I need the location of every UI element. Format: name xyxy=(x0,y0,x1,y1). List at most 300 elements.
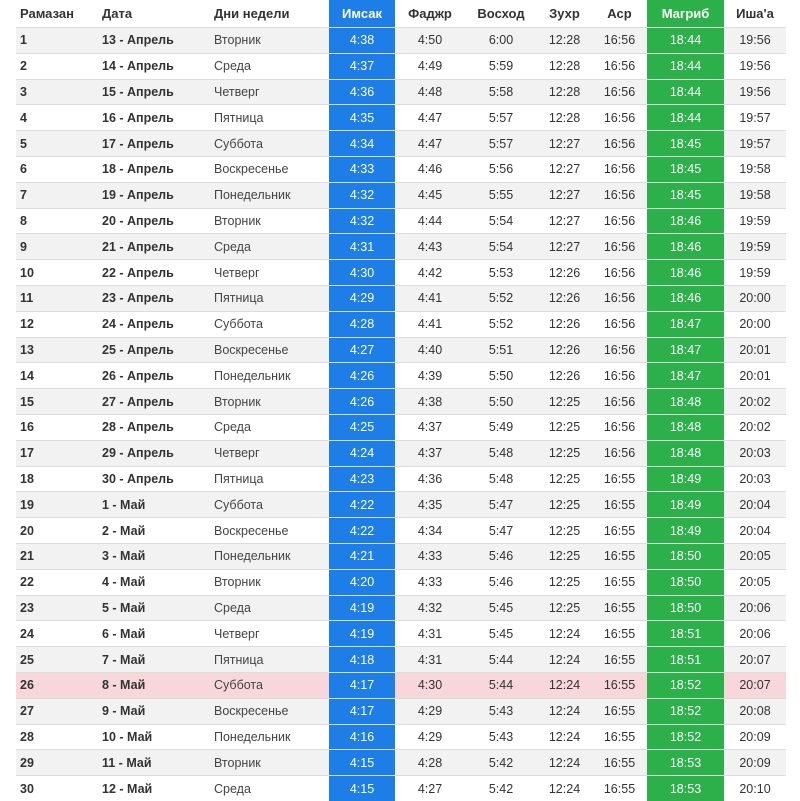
cell-maghrib: 18:48 xyxy=(647,389,724,415)
cell-sunrise: 5:54 xyxy=(465,208,537,234)
cell-isha: 20:00 xyxy=(724,311,786,337)
cell-weekday: Пятница xyxy=(210,285,329,311)
cell-ramadan-day: 23 xyxy=(16,595,98,621)
cell-asr: 16:55 xyxy=(592,518,647,544)
cell-ramadan-day: 12 xyxy=(16,311,98,337)
cell-sunrise: 5:42 xyxy=(465,750,537,776)
cell-dhuhr: 12:24 xyxy=(537,724,592,750)
cell-dhuhr: 12:24 xyxy=(537,621,592,647)
cell-ramadan-day: 28 xyxy=(16,724,98,750)
cell-isha: 19:59 xyxy=(724,208,786,234)
cell-dhuhr: 12:25 xyxy=(537,389,592,415)
cell-date: 25 - Апрель xyxy=(98,337,210,363)
cell-weekday: Суббота xyxy=(210,672,329,698)
cell-imsak: 4:19 xyxy=(329,621,395,647)
cell-imsak: 4:18 xyxy=(329,647,395,673)
table-row xyxy=(16,569,786,595)
cell-imsak: 4:31 xyxy=(329,234,395,260)
cell-isha: 20:07 xyxy=(724,672,786,698)
cell-ramadan-day: 30 xyxy=(16,776,98,801)
cell-weekday: Вторник xyxy=(210,569,329,595)
cell-fajr: 4:28 xyxy=(395,750,465,776)
cell-isha: 20:01 xyxy=(724,337,786,363)
cell-sunrise: 5:42 xyxy=(465,776,537,801)
cell-fajr: 4:29 xyxy=(395,724,465,750)
cell-sunrise: 5:50 xyxy=(465,363,537,389)
cell-sunrise: 5:55 xyxy=(465,182,537,208)
cell-fajr: 4:35 xyxy=(395,492,465,518)
cell-fajr: 4:38 xyxy=(395,389,465,415)
cell-imsak: 4:26 xyxy=(329,363,395,389)
cell-ramadan-day: 1 xyxy=(16,28,98,54)
cell-sunrise: 5:57 xyxy=(465,105,537,131)
cell-maghrib: 18:50 xyxy=(647,543,724,569)
cell-ramadan-day: 22 xyxy=(16,569,98,595)
cell-maghrib: 18:45 xyxy=(647,182,724,208)
cell-date: 19 - Апрель xyxy=(98,182,210,208)
cell-weekday: Среда xyxy=(210,234,329,260)
cell-maghrib: 18:46 xyxy=(647,208,724,234)
cell-imsak: 4:38 xyxy=(329,28,395,54)
cell-ramadan-day: 4 xyxy=(16,105,98,131)
cell-dhuhr: 12:25 xyxy=(537,518,592,544)
cell-imsak: 4:34 xyxy=(329,131,395,157)
cell-dhuhr: 12:24 xyxy=(537,672,592,698)
table-row xyxy=(16,621,786,647)
cell-imsak: 4:29 xyxy=(329,285,395,311)
cell-asr: 16:55 xyxy=(592,543,647,569)
cell-isha: 19:56 xyxy=(724,28,786,54)
cell-fajr: 4:46 xyxy=(395,156,465,182)
table-row xyxy=(16,647,786,673)
cell-isha: 20:06 xyxy=(724,621,786,647)
cell-weekday: Воскресенье xyxy=(210,156,329,182)
cell-imsak: 4:35 xyxy=(329,105,395,131)
table-row xyxy=(16,724,786,750)
cell-dhuhr: 12:24 xyxy=(537,750,592,776)
table-row xyxy=(16,698,786,724)
cell-isha: 20:04 xyxy=(724,518,786,544)
cell-maghrib: 18:44 xyxy=(647,79,724,105)
table-row xyxy=(16,79,786,105)
cell-imsak: 4:23 xyxy=(329,466,395,492)
table-row xyxy=(16,363,786,389)
cell-ramadan-day: 9 xyxy=(16,234,98,260)
cell-weekday: Четверг xyxy=(210,621,329,647)
cell-isha: 20:02 xyxy=(724,414,786,440)
cell-imsak: 4:20 xyxy=(329,569,395,595)
cell-fajr: 4:31 xyxy=(395,621,465,647)
cell-imsak: 4:37 xyxy=(329,53,395,79)
cell-isha: 20:01 xyxy=(724,363,786,389)
cell-sunrise: 5:48 xyxy=(465,466,537,492)
cell-asr: 16:56 xyxy=(592,79,647,105)
header-asr: Аср xyxy=(607,6,632,21)
cell-date: 17 - Апрель xyxy=(98,131,210,157)
cell-ramadan-day: 10 xyxy=(16,260,98,286)
cell-date: 15 - Апрель xyxy=(98,79,210,105)
header-dhuhr: Зухр xyxy=(549,6,580,21)
cell-date: 12 - Май xyxy=(98,776,210,801)
cell-isha: 20:09 xyxy=(724,724,786,750)
cell-asr: 16:55 xyxy=(592,698,647,724)
cell-asr: 16:56 xyxy=(592,234,647,260)
schedule-body xyxy=(16,28,786,801)
cell-asr: 16:55 xyxy=(592,647,647,673)
cell-maghrib: 18:44 xyxy=(647,105,724,131)
cell-ramadan-day: 7 xyxy=(16,182,98,208)
cell-sunrise: 5:47 xyxy=(465,492,537,518)
cell-dhuhr: 12:27 xyxy=(537,156,592,182)
cell-isha: 19:59 xyxy=(724,260,786,286)
cell-sunrise: 5:45 xyxy=(465,621,537,647)
cell-weekday: Четверг xyxy=(210,440,329,466)
ramadan-schedule-table xyxy=(16,0,786,801)
cell-sunrise: 5:48 xyxy=(465,440,537,466)
cell-fajr: 4:41 xyxy=(395,285,465,311)
cell-imsak: 4:28 xyxy=(329,311,395,337)
table-row-highlighted xyxy=(16,672,786,698)
cell-fajr: 4:36 xyxy=(395,466,465,492)
cell-date: 3 - Май xyxy=(98,543,210,569)
cell-dhuhr: 12:25 xyxy=(537,595,592,621)
cell-fajr: 4:42 xyxy=(395,260,465,286)
table-row xyxy=(16,389,786,415)
table-row xyxy=(16,234,786,260)
cell-date: 2 - Май xyxy=(98,518,210,544)
cell-ramadan-day: 25 xyxy=(16,647,98,673)
cell-imsak: 4:15 xyxy=(329,750,395,776)
cell-sunrise: 5:46 xyxy=(465,569,537,595)
cell-asr: 16:55 xyxy=(592,750,647,776)
cell-ramadan-day: 29 xyxy=(16,750,98,776)
cell-asr: 16:55 xyxy=(592,621,647,647)
cell-sunrise: 5:43 xyxy=(465,698,537,724)
cell-asr: 16:55 xyxy=(592,569,647,595)
cell-fajr: 4:39 xyxy=(395,363,465,389)
cell-ramadan-day: 21 xyxy=(16,543,98,569)
cell-date: 30 - Апрель xyxy=(98,466,210,492)
cell-imsak: 4:24 xyxy=(329,440,395,466)
cell-asr: 16:55 xyxy=(592,724,647,750)
cell-maghrib: 18:47 xyxy=(647,311,724,337)
table-row xyxy=(16,208,786,234)
table-row xyxy=(16,595,786,621)
table-row xyxy=(16,53,786,79)
cell-date: 5 - Май xyxy=(98,595,210,621)
cell-maghrib: 18:45 xyxy=(647,156,724,182)
cell-asr: 16:55 xyxy=(592,776,647,801)
cell-weekday: Вторник xyxy=(210,750,329,776)
cell-fajr: 4:40 xyxy=(395,337,465,363)
table-row xyxy=(16,750,786,776)
cell-fajr: 4:44 xyxy=(395,208,465,234)
cell-maghrib: 18:52 xyxy=(647,724,724,750)
cell-maghrib: 18:49 xyxy=(647,492,724,518)
cell-weekday: Понедельник xyxy=(210,543,329,569)
cell-fajr: 4:48 xyxy=(395,79,465,105)
table-row xyxy=(16,776,786,801)
cell-date: 8 - Май xyxy=(98,672,210,698)
cell-fajr: 4:43 xyxy=(395,234,465,260)
cell-weekday: Пятница xyxy=(210,647,329,673)
cell-isha: 19:57 xyxy=(724,131,786,157)
cell-date: 27 - Апрель xyxy=(98,389,210,415)
cell-sunrise: 6:00 xyxy=(465,28,537,54)
cell-dhuhr: 12:25 xyxy=(537,543,592,569)
cell-date: 23 - Апрель xyxy=(98,285,210,311)
cell-imsak: 4:16 xyxy=(329,724,395,750)
cell-weekday: Вторник xyxy=(210,389,329,415)
cell-sunrise: 5:44 xyxy=(465,647,537,673)
cell-weekday: Вторник xyxy=(210,208,329,234)
cell-weekday: Четверг xyxy=(210,79,329,105)
cell-sunrise: 5:49 xyxy=(465,414,537,440)
cell-ramadan-day: 16 xyxy=(16,414,98,440)
table-row xyxy=(16,28,786,54)
cell-asr: 16:55 xyxy=(592,595,647,621)
header-row xyxy=(16,0,786,28)
cell-fajr: 4:49 xyxy=(395,53,465,79)
cell-maghrib: 18:46 xyxy=(647,260,724,286)
cell-weekday: Воскресенье xyxy=(210,518,329,544)
cell-dhuhr: 12:25 xyxy=(537,569,592,595)
cell-asr: 16:56 xyxy=(592,389,647,415)
cell-maghrib: 18:49 xyxy=(647,518,724,544)
cell-weekday: Вторник xyxy=(210,28,329,54)
cell-sunrise: 5:52 xyxy=(465,311,537,337)
cell-isha: 19:58 xyxy=(724,182,786,208)
cell-sunrise: 5:58 xyxy=(465,79,537,105)
cell-asr: 16:56 xyxy=(592,414,647,440)
cell-maghrib: 18:45 xyxy=(647,131,724,157)
cell-ramadan-day: 19 xyxy=(16,492,98,518)
cell-ramadan-day: 5 xyxy=(16,131,98,157)
cell-date: 7 - Май xyxy=(98,647,210,673)
table-row xyxy=(16,285,786,311)
cell-date: 6 - Май xyxy=(98,621,210,647)
header-weekday: Дни недели xyxy=(214,6,290,21)
cell-isha: 20:05 xyxy=(724,569,786,595)
cell-fajr: 4:34 xyxy=(395,518,465,544)
cell-isha: 20:09 xyxy=(724,750,786,776)
table-row xyxy=(16,414,786,440)
cell-sunrise: 5:59 xyxy=(465,53,537,79)
cell-weekday: Суббота xyxy=(210,492,329,518)
cell-dhuhr: 12:26 xyxy=(537,285,592,311)
cell-sunrise: 5:43 xyxy=(465,724,537,750)
cell-imsak: 4:32 xyxy=(329,208,395,234)
cell-ramadan-day: 20 xyxy=(16,518,98,544)
cell-sunrise: 5:53 xyxy=(465,260,537,286)
cell-maghrib: 18:49 xyxy=(647,466,724,492)
cell-date: 11 - Май xyxy=(98,750,210,776)
cell-asr: 16:56 xyxy=(592,440,647,466)
header-date: Дата xyxy=(102,6,133,21)
table-row xyxy=(16,131,786,157)
cell-weekday: Суббота xyxy=(210,131,329,157)
table-row xyxy=(16,182,786,208)
cell-isha: 20:06 xyxy=(724,595,786,621)
cell-maghrib: 18:46 xyxy=(647,285,724,311)
cell-sunrise: 5:51 xyxy=(465,337,537,363)
cell-maghrib: 18:51 xyxy=(647,647,724,673)
cell-asr: 16:56 xyxy=(592,28,647,54)
table-row xyxy=(16,311,786,337)
cell-isha: 20:03 xyxy=(724,440,786,466)
cell-date: 14 - Апрель xyxy=(98,53,210,79)
cell-date: 29 - Апрель xyxy=(98,440,210,466)
header-sunrise: Восход xyxy=(477,6,525,21)
cell-asr: 16:55 xyxy=(592,466,647,492)
cell-isha: 20:08 xyxy=(724,698,786,724)
cell-weekday: Понедельник xyxy=(210,724,329,750)
cell-isha: 19:56 xyxy=(724,53,786,79)
table-row xyxy=(16,543,786,569)
cell-fajr: 4:47 xyxy=(395,105,465,131)
cell-asr: 16:55 xyxy=(592,672,647,698)
cell-imsak: 4:22 xyxy=(329,492,395,518)
cell-imsak: 4:19 xyxy=(329,595,395,621)
cell-dhuhr: 12:27 xyxy=(537,208,592,234)
cell-ramadan-day: 11 xyxy=(16,285,98,311)
cell-dhuhr: 12:27 xyxy=(537,131,592,157)
cell-dhuhr: 12:25 xyxy=(537,414,592,440)
cell-date: 9 - Май xyxy=(98,698,210,724)
cell-asr: 16:56 xyxy=(592,285,647,311)
cell-ramadan-day: 3 xyxy=(16,79,98,105)
cell-date: 20 - Апрель xyxy=(98,208,210,234)
cell-isha: 20:05 xyxy=(724,543,786,569)
cell-dhuhr: 12:26 xyxy=(537,363,592,389)
cell-fajr: 4:50 xyxy=(395,28,465,54)
cell-fajr: 4:31 xyxy=(395,647,465,673)
cell-weekday: Суббота xyxy=(210,311,329,337)
cell-dhuhr: 12:24 xyxy=(537,647,592,673)
schedule-container xyxy=(16,0,786,801)
cell-ramadan-day: 15 xyxy=(16,389,98,415)
cell-ramadan-day: 2 xyxy=(16,53,98,79)
cell-sunrise: 5:57 xyxy=(465,131,537,157)
cell-isha: 19:59 xyxy=(724,234,786,260)
cell-maghrib: 18:51 xyxy=(647,621,724,647)
cell-imsak: 4:25 xyxy=(329,414,395,440)
cell-isha: 19:58 xyxy=(724,156,786,182)
cell-ramadan-day: 27 xyxy=(16,698,98,724)
cell-asr: 16:56 xyxy=(592,182,647,208)
cell-weekday: Четверг xyxy=(210,260,329,286)
cell-isha: 20:02 xyxy=(724,389,786,415)
cell-weekday: Пятница xyxy=(210,105,329,131)
cell-imsak: 4:27 xyxy=(329,337,395,363)
cell-isha: 20:00 xyxy=(724,285,786,311)
cell-dhuhr: 12:25 xyxy=(537,466,592,492)
table-row xyxy=(16,105,786,131)
cell-dhuhr: 12:28 xyxy=(537,105,592,131)
cell-isha: 20:07 xyxy=(724,647,786,673)
cell-fajr: 4:33 xyxy=(395,569,465,595)
cell-maghrib: 18:47 xyxy=(647,337,724,363)
cell-dhuhr: 12:27 xyxy=(537,234,592,260)
cell-asr: 16:56 xyxy=(592,156,647,182)
cell-maghrib: 18:44 xyxy=(647,28,724,54)
cell-maghrib: 18:48 xyxy=(647,414,724,440)
header-isha: Иша'а xyxy=(736,6,774,21)
cell-weekday: Воскресенье xyxy=(210,698,329,724)
cell-maghrib: 18:44 xyxy=(647,53,724,79)
cell-weekday: Понедельник xyxy=(210,182,329,208)
cell-imsak: 4:21 xyxy=(329,543,395,569)
cell-fajr: 4:37 xyxy=(395,414,465,440)
cell-asr: 16:56 xyxy=(592,260,647,286)
cell-weekday: Понедельник xyxy=(210,363,329,389)
cell-dhuhr: 12:28 xyxy=(537,53,592,79)
table-row xyxy=(16,260,786,286)
cell-imsak: 4:30 xyxy=(329,260,395,286)
cell-asr: 16:56 xyxy=(592,208,647,234)
cell-asr: 16:56 xyxy=(592,53,647,79)
cell-dhuhr: 12:26 xyxy=(537,260,592,286)
cell-dhuhr: 12:26 xyxy=(537,311,592,337)
cell-ramadan-day: 17 xyxy=(16,440,98,466)
cell-maghrib: 18:46 xyxy=(647,234,724,260)
cell-ramadan-day: 26 xyxy=(16,672,98,698)
cell-imsak: 4:22 xyxy=(329,518,395,544)
cell-isha: 19:56 xyxy=(724,79,786,105)
cell-sunrise: 5:52 xyxy=(465,285,537,311)
cell-asr: 16:56 xyxy=(592,363,647,389)
cell-asr: 16:56 xyxy=(592,105,647,131)
cell-maghrib: 18:47 xyxy=(647,363,724,389)
cell-imsak: 4:36 xyxy=(329,79,395,105)
cell-imsak: 4:33 xyxy=(329,156,395,182)
table-row xyxy=(16,518,786,544)
cell-sunrise: 5:54 xyxy=(465,234,537,260)
table-row xyxy=(16,440,786,466)
table-row xyxy=(16,466,786,492)
cell-date: 22 - Апрель xyxy=(98,260,210,286)
cell-sunrise: 5:50 xyxy=(465,389,537,415)
cell-ramadan-day: 6 xyxy=(16,156,98,182)
header-fajr: Фаджр xyxy=(408,6,452,21)
cell-date: 16 - Апрель xyxy=(98,105,210,131)
cell-dhuhr: 12:25 xyxy=(537,440,592,466)
cell-dhuhr: 12:27 xyxy=(537,182,592,208)
cell-dhuhr: 12:24 xyxy=(537,776,592,801)
cell-date: 10 - Май xyxy=(98,724,210,750)
cell-maghrib: 18:52 xyxy=(647,672,724,698)
cell-ramadan-day: 24 xyxy=(16,621,98,647)
header-imsak: Имсак xyxy=(329,0,395,28)
cell-maghrib: 18:53 xyxy=(647,776,724,801)
cell-imsak: 4:26 xyxy=(329,389,395,415)
header-maghrib: Магриб xyxy=(647,0,724,28)
cell-asr: 16:56 xyxy=(592,311,647,337)
header-ramadan: Рамазан xyxy=(20,6,74,21)
cell-fajr: 4:45 xyxy=(395,182,465,208)
cell-date: 24 - Апрель xyxy=(98,311,210,337)
cell-isha: 20:04 xyxy=(724,492,786,518)
cell-date: 26 - Апрель xyxy=(98,363,210,389)
cell-weekday: Среда xyxy=(210,414,329,440)
cell-imsak: 4:17 xyxy=(329,698,395,724)
cell-fajr: 4:37 xyxy=(395,440,465,466)
cell-sunrise: 5:44 xyxy=(465,672,537,698)
cell-fajr: 4:33 xyxy=(395,543,465,569)
cell-ramadan-day: 14 xyxy=(16,363,98,389)
cell-maghrib: 18:53 xyxy=(647,750,724,776)
cell-imsak: 4:32 xyxy=(329,182,395,208)
